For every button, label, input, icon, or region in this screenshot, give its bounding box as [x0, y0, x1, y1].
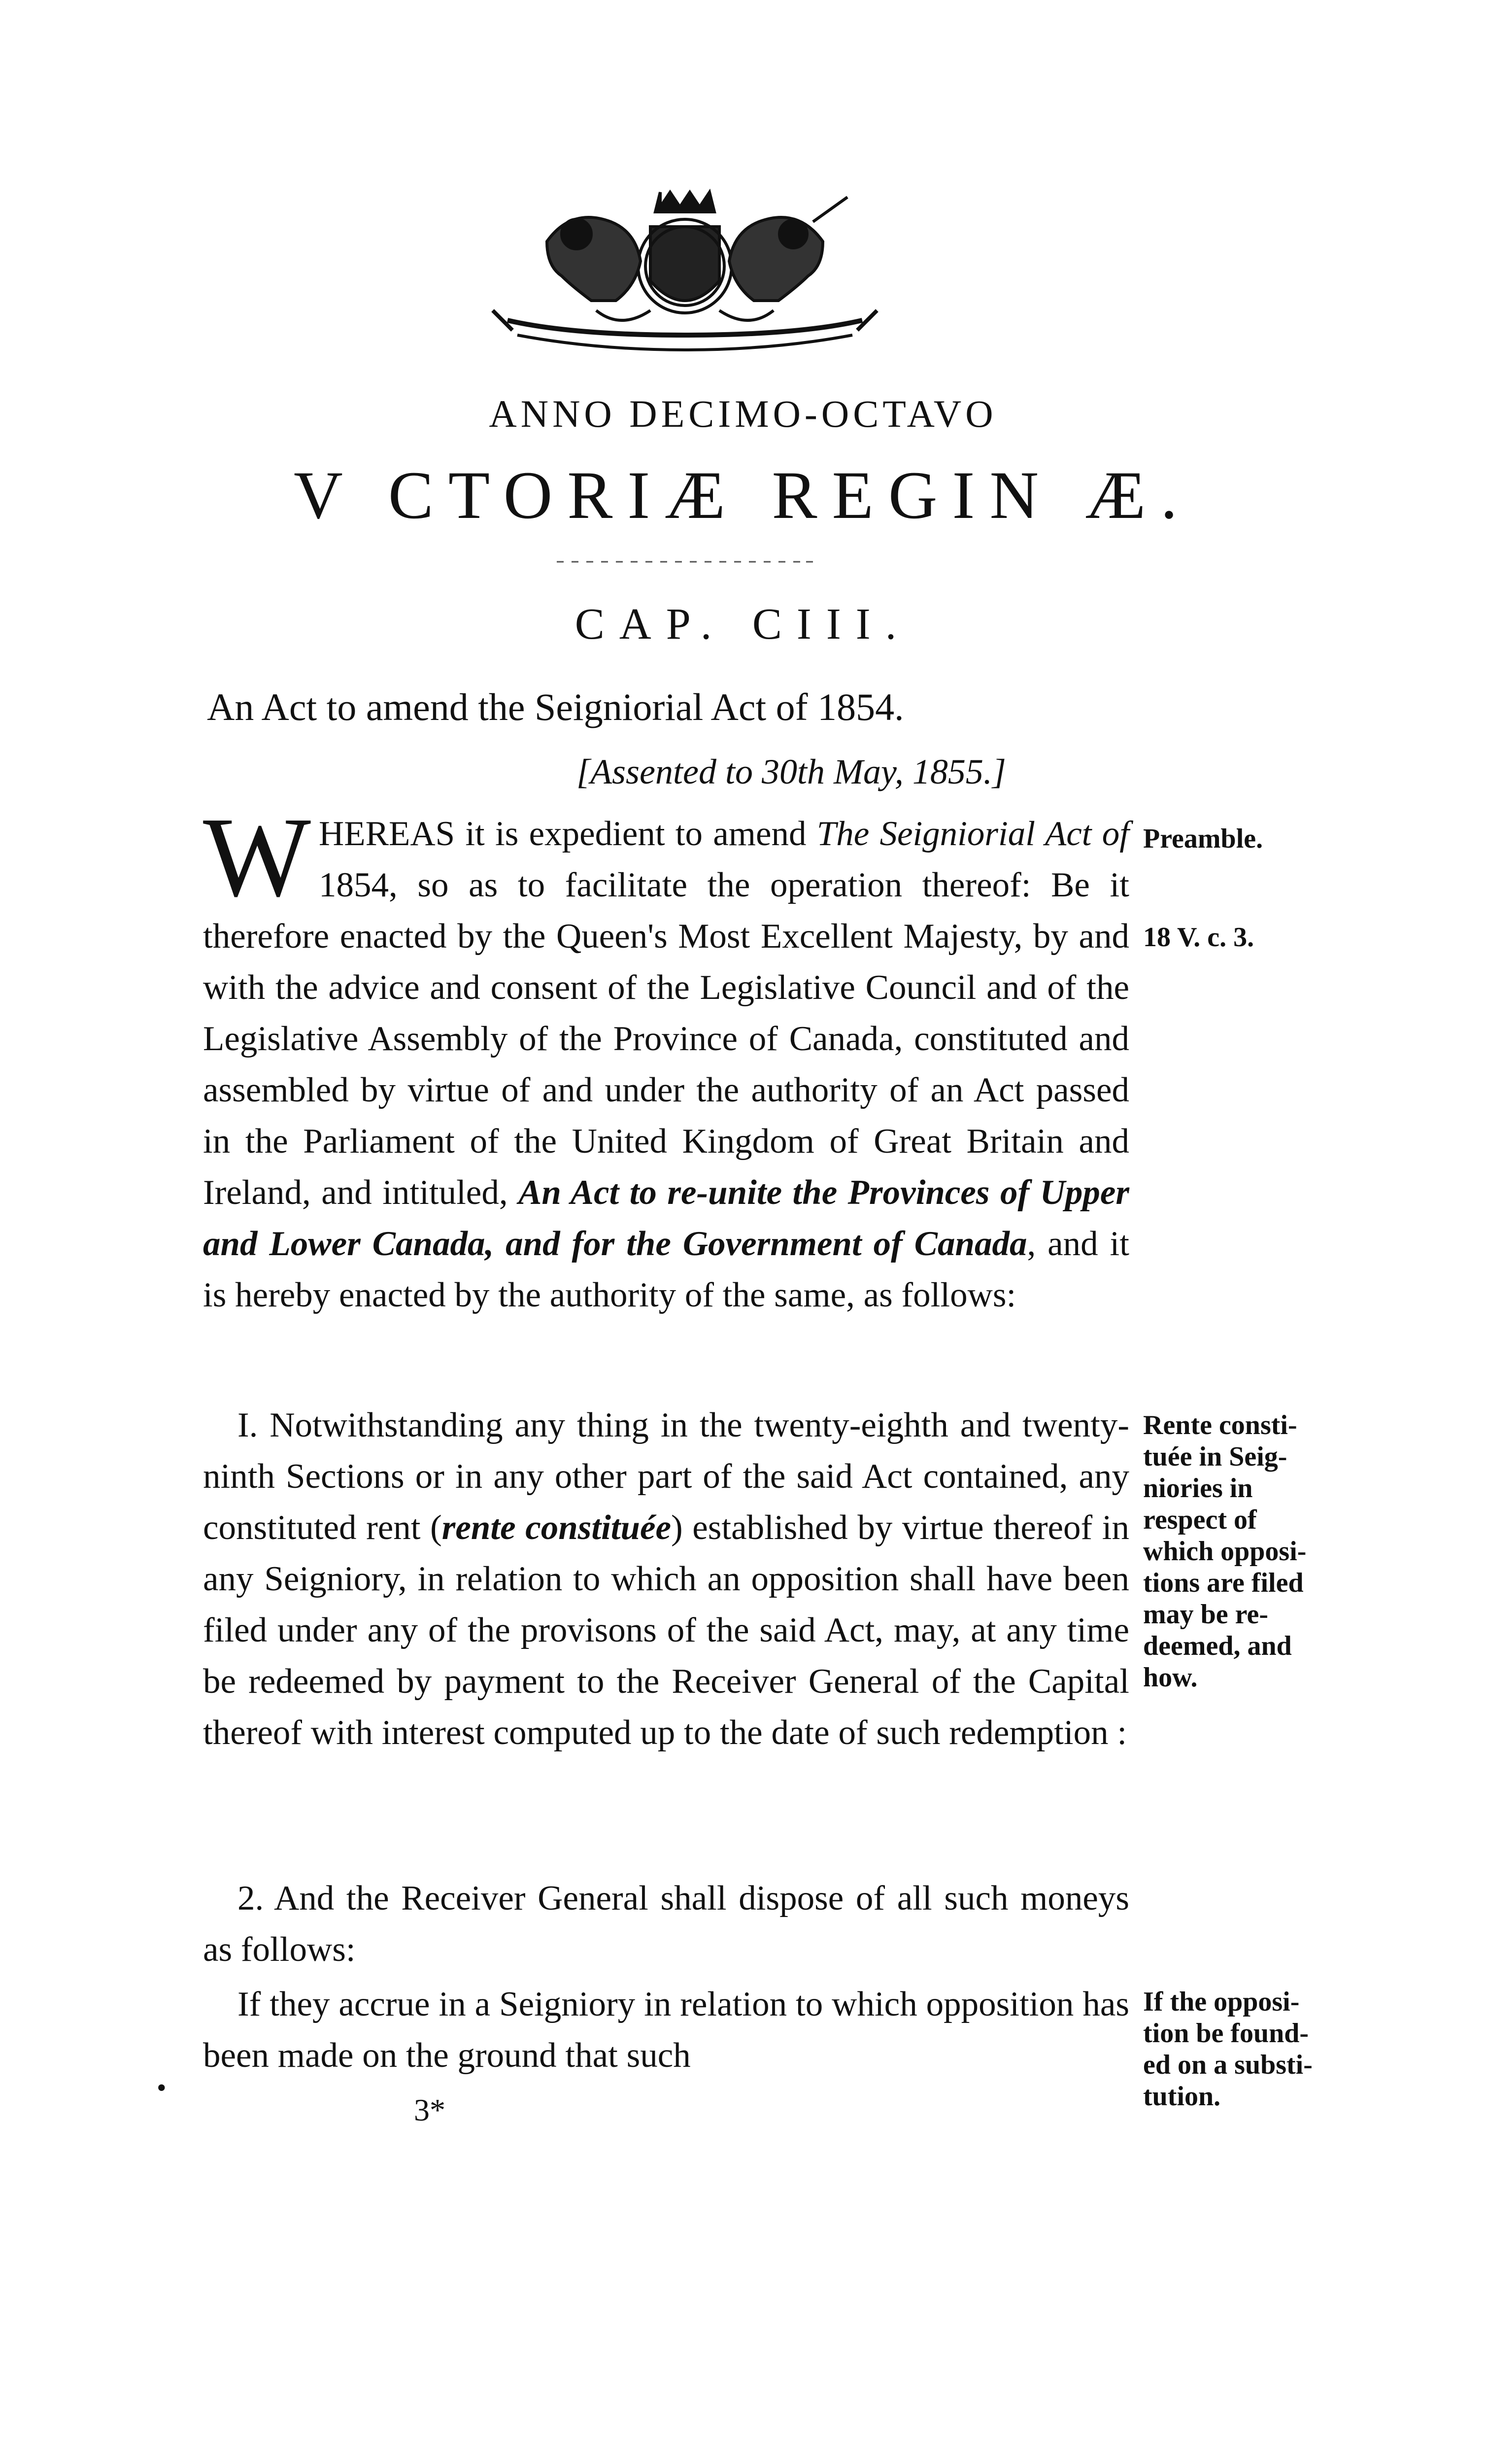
royal-coat-of-arms-image — [473, 187, 897, 355]
drop-cap: W — [203, 794, 311, 921]
margin-note-rente: Rente consti- tuée in Seig- niories in respect of which opposi- tions are filed may be re- deemed, and how. — [1143, 1410, 1307, 1693]
section-3-paragraph — [203, 1979, 1129, 2081]
regina-heading: V CTORIÆ REGIN Æ. — [294, 457, 1192, 533]
preamble-paragraph — [203, 794, 1129, 1321]
margin-note-statute-ref: 18 V. c. 3. — [1143, 922, 1254, 953]
margin-note-substitution: If the opposi- tion be found- ed on a substi- tution. — [1143, 1986, 1313, 2112]
section-2-paragraph — [203, 1873, 1129, 1975]
section-3-text: If they accrue in a Seigniory in relation to which opposition has been made on the ground that such — [203, 1985, 1129, 2075]
ornamental-rule — [557, 557, 813, 567]
section-1-paragraph — [203, 1400, 1129, 1758]
margin-dot: • — [157, 2073, 167, 2103]
section-2-text: 2. And the Receiver General shall dispose of all such moneys as follows: — [203, 1879, 1129, 1969]
preamble-text-a: HEREAS it is expedient to amend — [318, 815, 817, 853]
act-title: An Act to amend the Seigniorial Act of 1854. — [207, 685, 904, 728]
signature-mark: 3* — [414, 2092, 445, 2127]
preamble-text-b: 1854, so as to facilitate the operation thereof: Be it therefore enacted by the Queen's Most Excellent Majesty, by and with the advice and consent of the Legislative Council and of the Legislative Assembly of the Province of Canada, constituted and assembled by virtue of and under the authority of an Act passed in the Parliament of the United Kingdom of Great Britain and Ireland, and intituled, — [203, 866, 1129, 1212]
section-1-text-a: I. Notwithstanding any thing in the twenty-eighth and twenty-ninth Sections or in any other part of the said Act contained, any constituted rent ( — [203, 1406, 1129, 1547]
anno-heading: ANNO DECIMO-OCTAVO — [489, 392, 997, 435]
crest-emblem-icon — [473, 187, 897, 355]
preamble-act-name: The Seigniorial Act of — [816, 815, 1129, 853]
margin-note-preamble: Preamble. — [1143, 823, 1263, 854]
assent-date: [Assented to 30th May, 1855.] — [576, 752, 1006, 791]
chapter-heading: CAP. CIII. — [574, 600, 912, 649]
rente-constituee-term: rente constituée — [441, 1508, 672, 1547]
union-act-name: An Act to re-unite the Provinces of Upper and Lower Canada, and for the Government of Canada — [203, 1173, 1129, 1263]
section-1-text-b: ) established by virtue thereof in any Seigniory, in relation to which an opposition shall have been filed under any of the provisons of the said Act, may, at any time be redeemed by payment to the Receiver General of the Capital thereof with interest computed up to the date of such redemption : — [203, 1508, 1129, 1752]
preamble-text-c: , and it is hereby enacted by the authority of the same, as follows: — [203, 1225, 1129, 1314]
